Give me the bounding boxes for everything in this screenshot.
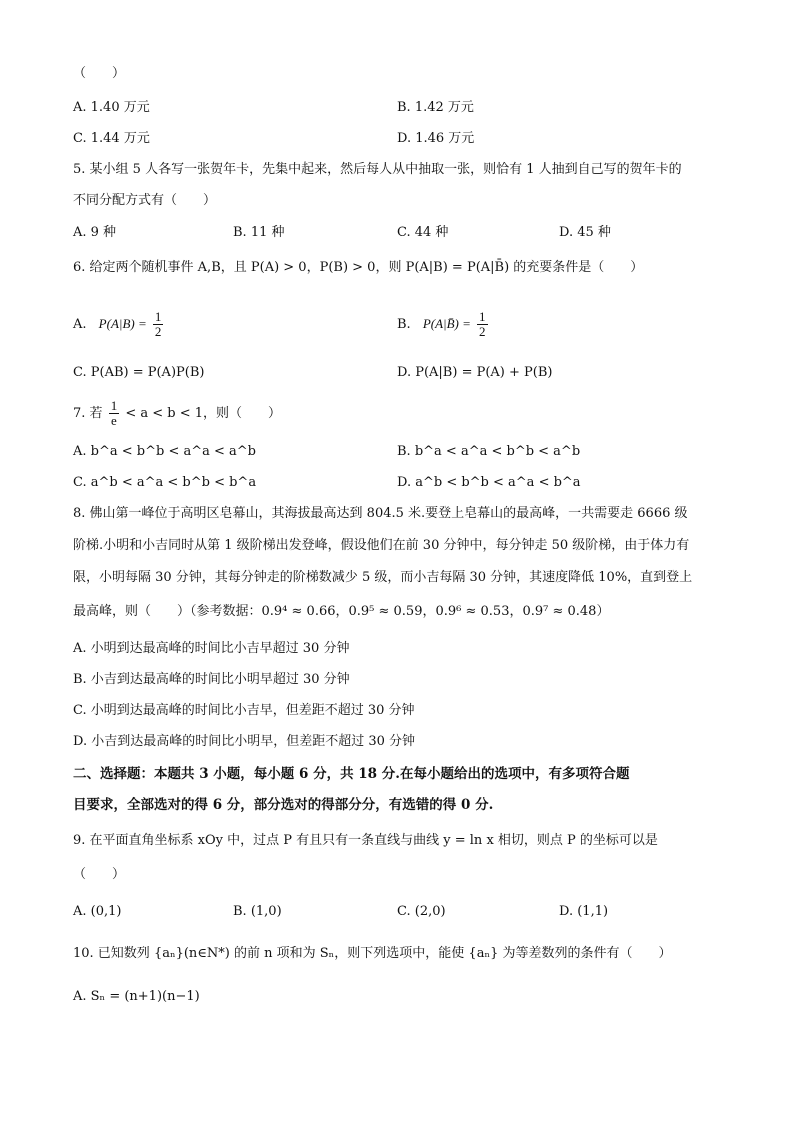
q8-stem-line3: 限，小明每隔 30 分钟，其每分钟走的阶梯数减少 5 级，而小吉每隔 30 分钟，其速度降低 10%，直到登上 — [73, 570, 693, 585]
q7-stem — [73, 398, 281, 430]
q10-option-a: A. Sₙ = (n+1)(n−1) — [73, 989, 200, 1004]
q7-option-c: C. a^b < a^a < b^b < b^a — [73, 475, 257, 490]
q6-a-fraction — [153, 310, 164, 339]
q7-option-a: A. b^a < b^b < a^a < a^b — [73, 444, 256, 459]
q9-stem-line2: （ ） — [73, 867, 126, 882]
q6-b-expr: P(A|B̄) = — [422, 316, 471, 331]
q6-a-frac-num: 1 — [154, 309, 162, 324]
q8-stem-line4: 最高峰，则（ ）（参考数据：0.9⁴ ≈ 0.66，0.9⁵ ≈ 0.59，0.9⁶ ≈ 0.53，0.9⁷ ≈ 0.48） — [73, 604, 610, 619]
q5-option-b: B. 11 种 — [233, 225, 285, 240]
q9-option-c: C. (2,0) — [397, 904, 446, 919]
q7-prefix: 7. 若 — [73, 406, 103, 421]
q6-option-a — [73, 310, 165, 339]
q4-option-c: C. 1.44 万元 — [73, 131, 150, 146]
q6-a-expr: P(A|B) = — [98, 316, 147, 331]
q5-stem-line1: 5. 某小组 5 人各写一张贺年卡，先集中起来，然后每人从中抽取一张，则恰有 1 人抽到自己写的贺年卡的 — [73, 162, 682, 177]
q7-option-d: D. a^b < b^b < a^a < b^a — [397, 475, 581, 490]
q5-option-a: A. 9 种 — [73, 225, 117, 240]
q4-option-d: D. 1.46 万元 — [397, 131, 475, 146]
section2-line1: 二、选择题：本题共 3 小题，每小题 6 分，共 18 分.在每小题给出的选项中，有多项符合题 — [73, 766, 630, 782]
q8-option-a: A. 小明到达最高峰的时间比小吉早超过 30 分钟 — [73, 641, 350, 656]
q4-option-a: A. 1.40 万元 — [73, 100, 150, 115]
q5-stem-line2: 不同分配方式有（ ） — [73, 193, 217, 208]
q7-frac-num: 1 — [110, 398, 118, 413]
q5-option-d: D. 45 种 — [559, 225, 611, 240]
q8-option-b: B. 小吉到达最高峰的时间比小明早超过 30 分钟 — [73, 672, 350, 687]
q9-stem-line1: 9. 在平面直角坐标系 xOy 中，过点 P 有且只有一条直线与曲线 y = ln x 相切，则点 P 的坐标可以是 — [73, 833, 658, 848]
q7-suffix: < a < b < 1，则（ ） — [125, 406, 282, 421]
q8-option-d: D. 小吉到达最高峰的时间比小明早，但差距不超过 30 分钟 — [73, 734, 416, 749]
q10-stem: 10. 已知数列 {aₙ}(n∈N*) 的前 n 项和为 Sₙ，则下列选项中，能使 {aₙ} 为等差数列的条件有（ ） — [73, 946, 672, 961]
q6-a-frac-den: 2 — [154, 324, 162, 339]
q6-b-fraction — [477, 310, 488, 339]
q6-option-b — [397, 310, 490, 339]
q6-option-c: C. P(AB) = P(A)P(B) — [73, 365, 205, 380]
q6-b-frac-num: 1 — [479, 309, 486, 324]
q6-a-label: A. — [73, 317, 87, 332]
q7-fraction — [109, 399, 120, 428]
q9-option-d: D. (1,1) — [559, 904, 609, 919]
q6-option-d: D. P(A|B) = P(A) + P(B) — [397, 365, 553, 380]
q6-stem: 6. 给定两个随机事件 A,B，且 P(A) > 0，P(B) > 0，则 P(A|B) = P(A|B̄) 的充要条件是（ ） — [73, 260, 644, 275]
q7-option-b: B. b^a < a^a < b^b < a^b — [397, 444, 581, 459]
q8-stem-line1: 8. 佛山第一峰位于高明区皂幕山，其海拔最高达到 804.5 米.要登上皂幕山的最高峰，一共需要走 6666 级 — [73, 506, 688, 521]
q6-b-label: B. — [397, 317, 411, 332]
q8-stem-line2: 阶梯.小明和小吉同时从第 1 级阶梯出发登峰，假设他们在前 30 分钟中，每分钟走 50 级阶梯，由于体力有 — [73, 538, 690, 553]
q9-option-b: B. (1,0) — [233, 904, 282, 919]
q8-option-c: C. 小明到达最高峰的时间比小吉早，但差距不超过 30 分钟 — [73, 703, 415, 718]
q5-option-c: C. 44 种 — [397, 225, 449, 240]
q9-option-a: A. (0,1) — [73, 904, 122, 919]
section2-line2: 目要求，全部选对的得 6 分，部分选对的得部分分，有选错的得 0 分. — [73, 797, 494, 813]
q4-paren: （ ） — [73, 66, 126, 81]
q4-option-b: B. 1.42 万元 — [397, 100, 474, 115]
q6-b-frac-den: 2 — [479, 324, 486, 339]
q7-frac-den: e — [111, 413, 117, 428]
